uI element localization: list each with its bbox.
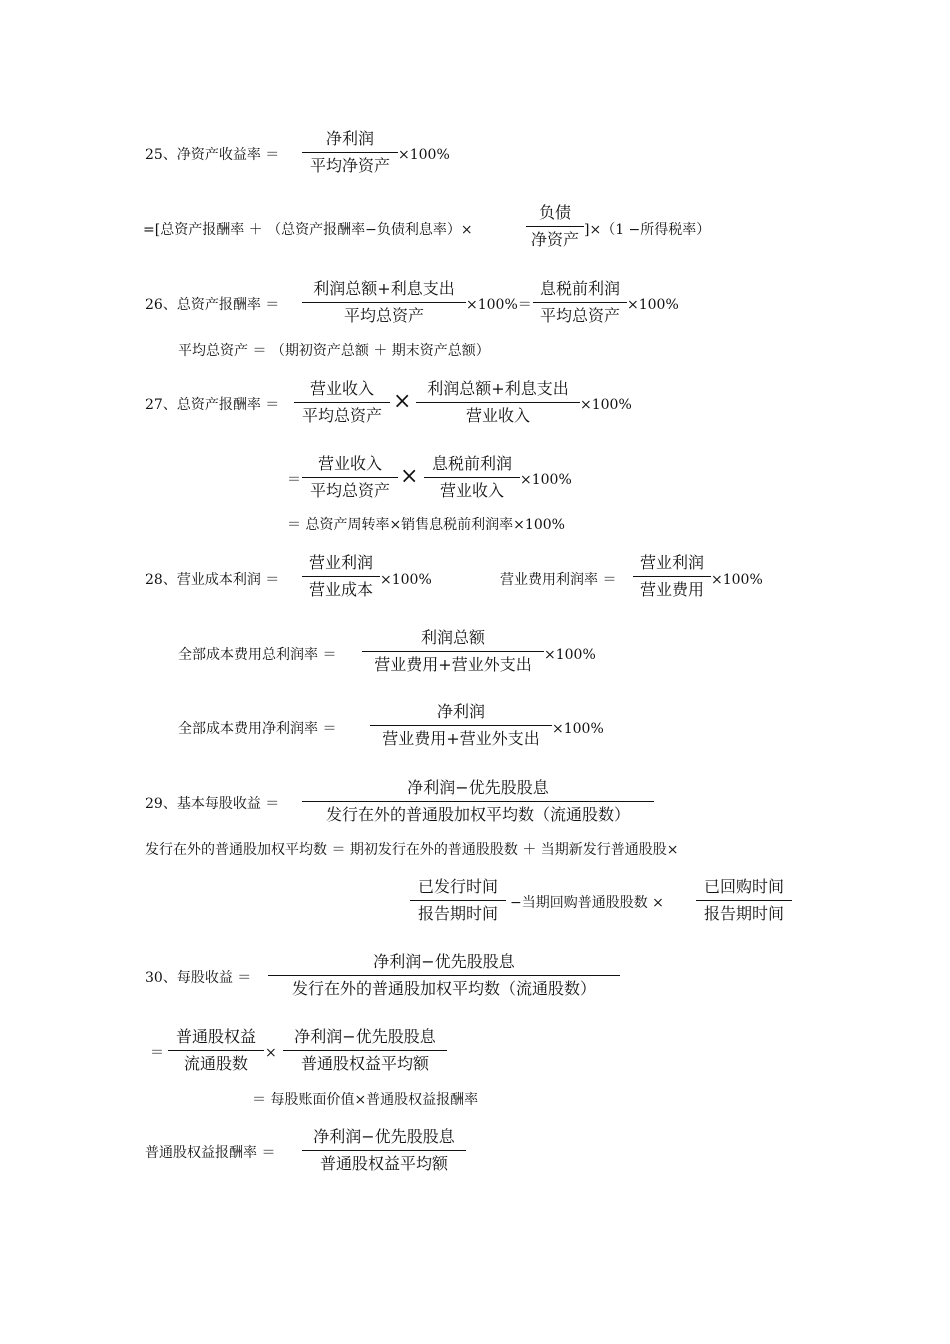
denominator: 平均总资产 [343,306,424,325]
denominator: 报告期时间 [703,904,784,923]
denominator: 普通股权益平均额 [319,1154,448,1173]
s27-times: × [393,389,412,414]
numerator: 净利润−优先股股息 [373,952,515,971]
numerator: 已回购时间 [703,877,784,896]
s29-repurchase-term: −当期回购普通股股数 × [510,895,664,911]
denominator: 营业成本 [308,580,373,599]
s26-label: 26、总资产报酬率 ＝ [145,297,280,313]
numerator: 净利润−优先股股息 [313,1127,455,1146]
denominator: 发行在外的普通股加权平均数（流通股数） [325,805,630,824]
s28-fraction-1 [302,553,380,600]
denominator: 流通股数 [183,1054,248,1073]
denominator: 营业费用+营业外支出 [382,729,540,748]
s28-fraction-4 [370,702,552,749]
s27-label: 27、总资产报酬率 ＝ [145,397,280,413]
denominator: 发行在外的普通股加权平均数（流通股数） [291,979,596,998]
s30-label: 30、每股收益 ＝ [145,970,252,986]
denominator: 普通股权益平均额 [300,1054,429,1073]
s26-fraction-2 [533,279,627,326]
numerator: 已发行时间 [417,877,498,896]
s27-fraction-2 [416,379,580,426]
s29-weighted-average-definition: 发行在外的普通股加权平均数 ＝ 期初发行在外的普通股股数 ＋ 当期新发行普通股股× [145,842,679,858]
denominator: 营业收入 [465,406,530,425]
denominator: 营业费用+营业外支出 [374,655,532,674]
s27-equals: ＝ [287,472,301,488]
s27-percent: ×100% [580,397,632,413]
numerator: 息税前利润 [431,454,512,473]
numerator: 利润总额+利息支出 [313,279,455,298]
numerator: 净利润−优先股股息 [294,1027,436,1046]
s29-label: 29、基本每股收益 ＝ [145,796,280,812]
s25-percent: ×100% [398,147,450,163]
numerator: 利润总额+利息支出 [427,379,569,398]
numerator: 息税前利润 [539,279,620,298]
numerator: 营业利润 [639,553,704,572]
s27-fraction-4 [424,454,520,501]
s28-percent-4: ×100% [552,721,604,737]
s25-debt-fraction [526,203,584,250]
s28-label-2: 营业费用利润率 ＝ [500,572,617,588]
denominator: 平均净资产 [309,156,390,175]
s30-fraction-3 [283,1027,447,1074]
numerator: 营业收入 [309,379,374,398]
s25-fraction [302,129,398,176]
s30-times: × [265,1045,277,1061]
numerator: 净利润−优先股股息 [407,778,549,797]
denominator: 净资产 [530,230,579,249]
s30-label-4: 普通股权益报酬率 ＝ [145,1145,276,1161]
s25-label: 25、净资产收益率 ＝ [145,147,280,163]
s28-percent-1: ×100% [380,572,432,588]
s28-label-4: 全部成本费用净利润率 ＝ [178,721,337,737]
s28-label-3: 全部成本费用总利润率 ＝ [178,647,337,663]
s26-percent-2: ×100% [627,297,679,313]
s28-percent-3: ×100% [544,647,596,663]
s26-average-definition: 平均总资产 ＝ （期初资产总额 ＋ 期末资产总额） [178,343,490,359]
denominator: 报告期时间 [417,904,498,923]
s30-line3: ＝ 每股账面价值×普通股权益报酬率 [252,1092,479,1108]
s27-fraction-3 [302,454,398,501]
denominator: 平均总资产 [309,481,390,500]
s29-issued-time-fraction [410,877,506,924]
s29-fraction [302,778,654,825]
s28-label: 28、营业成本利润 ＝ [145,572,280,588]
s28-percent-2: ×100% [711,572,763,588]
numerator: 利润总额 [420,628,485,647]
s29-repurchased-time-fraction [696,877,792,924]
numerator: 普通股权益 [175,1027,256,1046]
denominator: 平均总资产 [539,306,620,325]
s27-percent-2: ×100% [520,472,572,488]
denominator: 平均总资产 [301,406,382,425]
s30-equals: ＝ [150,1045,164,1061]
numerator: 负债 [538,203,571,222]
denominator: 营业收入 [439,481,504,500]
s27-fraction-1 [294,379,390,426]
s28-fraction-2 [633,553,711,600]
s30-fraction [268,952,620,999]
s26-percent-1: ×100%＝ [466,297,532,313]
s28-fraction-3 [362,628,544,675]
numerator: 营业利润 [308,553,373,572]
s25-expansion-a: =[总资产报酬率 ＋ （总资产报酬率−负债利息率）× [143,222,473,238]
s27-times-2: × [400,464,419,489]
s27-line3: ＝ 总资产周转率×销售息税前利润率×100% [287,517,565,533]
numerator: 营业收入 [317,454,382,473]
denominator: 营业费用 [639,580,704,599]
s26-fraction-1 [302,279,466,326]
s30-fraction-4 [302,1127,466,1174]
s25-expansion-b: ]×（1 −所得税率） [584,222,711,238]
s30-fraction-2 [168,1027,264,1074]
numerator: 净利润 [436,702,485,721]
numerator: 净利润 [325,129,374,148]
